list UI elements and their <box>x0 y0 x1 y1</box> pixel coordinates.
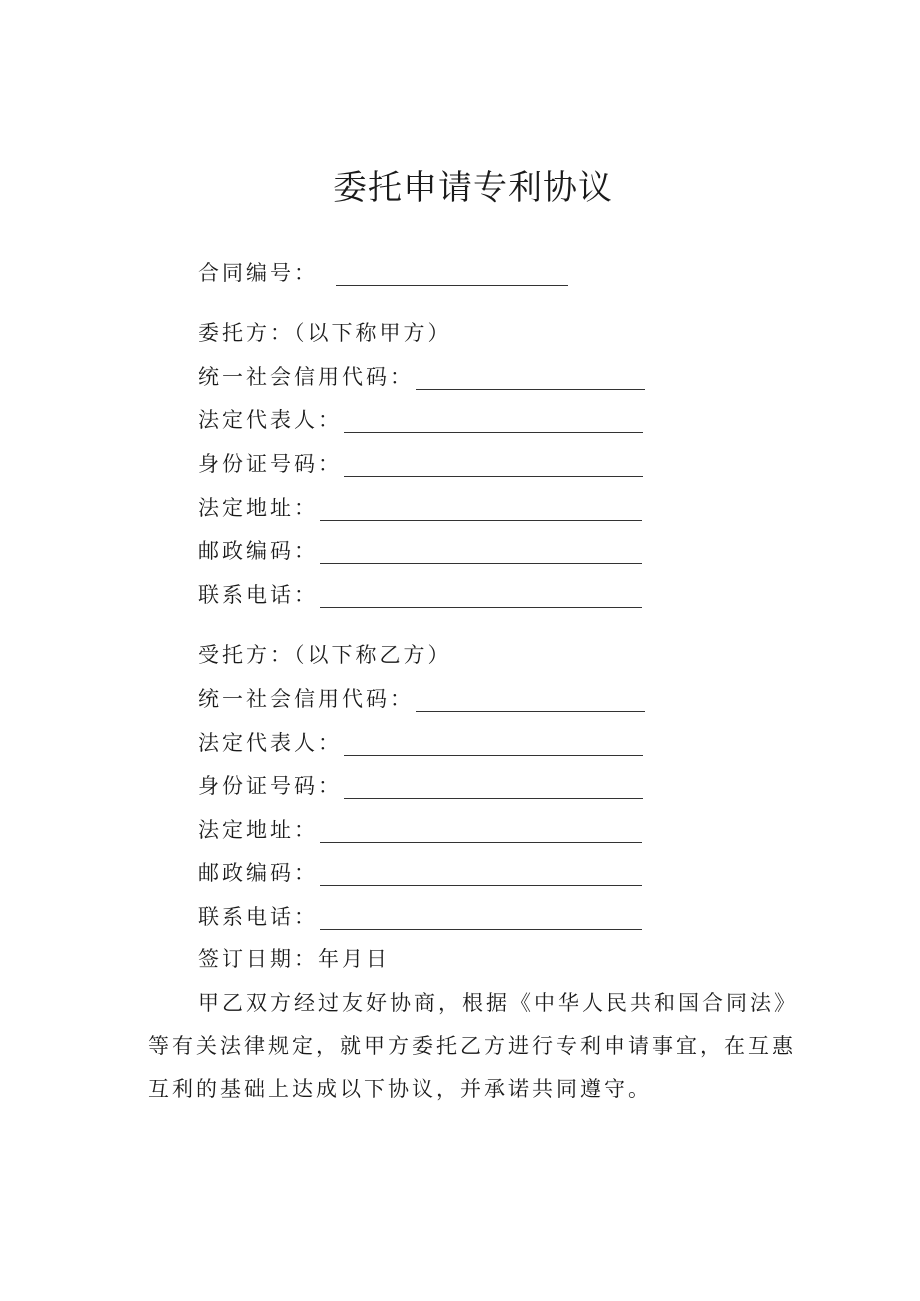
party-b-postcode-row <box>198 858 642 888</box>
party-b-legal-rep-blank[interactable] <box>344 733 643 756</box>
contract-number-label: 合同编号： <box>198 261 318 285</box>
party-a-credit-code-row <box>198 362 645 392</box>
party-a-address-blank[interactable] <box>320 498 642 521</box>
party-b-address-blank[interactable] <box>320 820 642 843</box>
party-b-address-row <box>198 815 642 845</box>
field-label: 法定代表人： <box>198 731 342 755</box>
party-a-phone-blank[interactable] <box>320 585 642 608</box>
field-label: 邮政编码： <box>198 861 318 885</box>
party-b-phone-blank[interactable] <box>320 907 642 930</box>
document-title: 委托申请专利协议 <box>333 168 613 208</box>
party-b-id-number-row <box>198 771 643 801</box>
party-a-postcode-blank[interactable] <box>320 541 642 564</box>
field-label: 联系电话： <box>198 583 318 607</box>
party-b-phone-row <box>198 902 642 932</box>
party-b-credit-code-blank[interactable] <box>416 689 645 712</box>
party-b-id-number-blank[interactable] <box>344 776 643 799</box>
field-label: 统一社会信用代码： <box>198 687 414 711</box>
party-a-id-number-row <box>198 449 643 479</box>
party-a-address-row <box>198 493 642 523</box>
party-a-postcode-row <box>198 536 642 566</box>
field-label: 联系电话： <box>198 905 318 929</box>
field-label: 身份证号码： <box>198 452 342 476</box>
field-label: 法定地址： <box>198 496 318 520</box>
party-b-heading: 受托方：（以下称乙方） <box>198 643 452 667</box>
sign-date: 签订日期：年月日 <box>198 947 390 971</box>
party-b-legal-rep-row <box>198 728 643 758</box>
preamble-paragraph <box>148 982 803 1111</box>
field-label: 身份证号码： <box>198 774 342 798</box>
field-label: 法定地址： <box>198 818 318 842</box>
party-a-legal-rep-row <box>198 405 643 435</box>
contract-number-row <box>198 258 568 288</box>
party-a-credit-code-blank[interactable] <box>416 367 645 390</box>
party-a-legal-rep-blank[interactable] <box>344 410 643 433</box>
contract-number-blank[interactable] <box>336 263 568 286</box>
party-a-phone-row <box>198 580 642 610</box>
party-a-heading: 委托方：（以下称甲方） <box>198 321 452 345</box>
preamble-text: 甲乙双方经过友好协商，根据《中华人民共和国合同法》等有关法律规定，就甲方委托乙方进行专利申请事宜，在互惠互利的基础上达成以下协议，并承诺共同遵守。 <box>148 991 798 1101</box>
party-b-credit-code-row <box>198 684 645 714</box>
field-label: 法定代表人： <box>198 408 342 432</box>
party-a-id-number-blank[interactable] <box>344 454 643 477</box>
field-label: 邮政编码： <box>198 539 318 563</box>
party-b-postcode-blank[interactable] <box>320 863 642 886</box>
field-label: 统一社会信用代码： <box>198 365 414 389</box>
